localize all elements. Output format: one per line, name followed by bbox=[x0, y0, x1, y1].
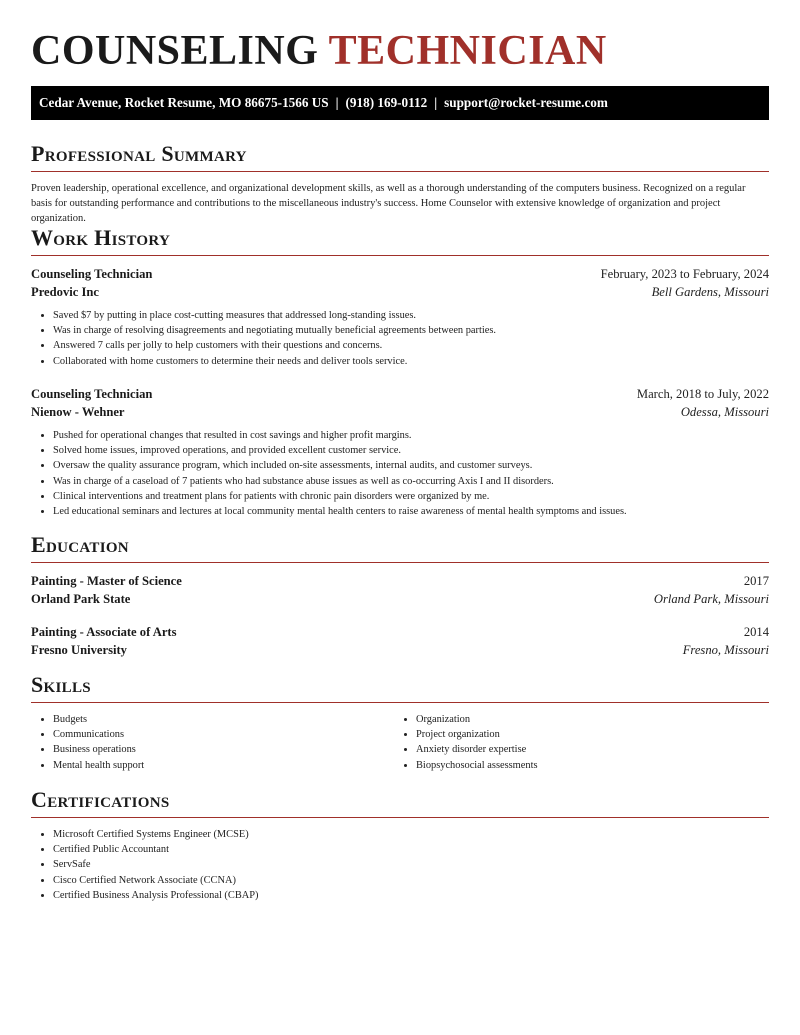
certification-item: • ServSafe bbox=[53, 857, 259, 872]
contact-bar bbox=[31, 86, 769, 120]
skills-list-right bbox=[394, 712, 538, 773]
job-location: Odessa, Missouri bbox=[680, 405, 769, 419]
job-bullet: • Oversaw the quality assurance program, which included on-site assessments, internal audits, and customer surveys. bbox=[53, 458, 627, 473]
skills-list-left bbox=[31, 712, 144, 773]
job-bullet: • Was in charge of resolving disagreements and negotiating mutually beneficial agreements between parties. bbox=[53, 323, 496, 338]
job-title-row bbox=[31, 265, 769, 283]
certification-item: • Cisco Certified Network Associate (CCNA) bbox=[53, 873, 259, 888]
certifications-list bbox=[31, 827, 259, 903]
job-bullet: • Led educational seminars and lectures at local community mental health centers to raise awareness of mental health symptoms and issues. bbox=[53, 504, 627, 519]
education-school-row bbox=[31, 641, 769, 659]
education-location: Fresno, Missouri bbox=[682, 643, 769, 657]
job-bullet: • Collaborated with home customers to determine their needs and deliver tools service. bbox=[53, 354, 496, 369]
skill-item: • Project organization bbox=[416, 727, 538, 742]
job-bullet: • Answered 7 calls per jolly to help customers with their questions and concerns. bbox=[53, 338, 496, 353]
education-heading: Education bbox=[31, 531, 769, 563]
resume-name bbox=[31, 26, 607, 76]
skill-item: • Mental health support bbox=[53, 758, 144, 773]
job-bullet: • Solved home issues, improved operations, and provided excellent customer service. bbox=[53, 443, 627, 458]
work-heading: Work History bbox=[31, 224, 769, 256]
job-company: Nienow - Wehner bbox=[31, 405, 125, 419]
certification-item: • Certified Business Analysis Professional (CBAP) bbox=[53, 888, 259, 903]
job-bullet: • Was in charge of a caseload of 7 patients who had substance abuse issues as well as co-occurring Axis I and II disorders. bbox=[53, 474, 627, 489]
education-school: Orland Park State bbox=[31, 592, 131, 606]
name-accent: TECHNICIAN bbox=[328, 28, 607, 74]
summary-text: Proven leadership, operational excellence, and organizational development skills, as well as a thorough understanding of the computers business. Recognized on a regular basis for outstanding performance and contributions to the miscellaneous industry's success. Home Counselor with extensive knowledge of organization and project organization. bbox=[31, 183, 746, 224]
job-title-row bbox=[31, 385, 769, 403]
certification-item: • Microsoft Certified Systems Engineer (MCSE) bbox=[53, 827, 259, 842]
job-dates: March, 2018 to July, 2022 bbox=[636, 387, 769, 401]
job-dates: February, 2023 to February, 2024 bbox=[600, 267, 769, 281]
education-degree: Painting - Associate of Arts bbox=[31, 625, 177, 639]
job-location: Bell Gardens, Missouri bbox=[651, 285, 769, 299]
skill-item: • Anxiety disorder expertise bbox=[416, 742, 538, 757]
certifications-heading: Certifications bbox=[31, 786, 769, 818]
job-company-row bbox=[31, 403, 769, 421]
job-bullet: • Saved $7 by putting in place cost-cutting measures that addressed long-standing issues. bbox=[53, 308, 496, 323]
job-bullets bbox=[31, 308, 496, 369]
skill-item: • Biopsychosocial assessments bbox=[416, 758, 538, 773]
job-company: Predovic Inc bbox=[31, 285, 99, 299]
skill-item: • Business operations bbox=[53, 742, 144, 757]
job-role: Counseling Technician bbox=[31, 267, 153, 281]
skill-item: • Organization bbox=[416, 712, 538, 727]
contact-email[interactable]: support@rocket-resume.com bbox=[444, 95, 608, 110]
job-bullet: • Pushed for operational changes that resulted in cost savings and higher profit margins. bbox=[53, 428, 627, 443]
job-bullet: • Clinical interventions and treatment plans for patients with chronic pain disorders were organized by me. bbox=[53, 489, 627, 504]
contact-address: Cedar Avenue, Rocket Resume, MO 86675-1566 US bbox=[39, 95, 329, 110]
education-school-row bbox=[31, 590, 769, 608]
name-first: COUNSELING bbox=[31, 28, 319, 74]
education-year: 2014 bbox=[743, 625, 769, 639]
job-bullets bbox=[31, 428, 627, 519]
education-school: Fresno University bbox=[31, 643, 127, 657]
education-degree-row bbox=[31, 572, 769, 590]
education-location: Orland Park, Missouri bbox=[653, 592, 769, 606]
contact-phone: (918) 169-0112 bbox=[345, 95, 428, 110]
certification-item: • Certified Public Accountant bbox=[53, 842, 259, 857]
skill-item: • Communications bbox=[53, 727, 144, 742]
education-year: 2017 bbox=[743, 574, 769, 588]
contact-separator: | bbox=[335, 95, 339, 110]
skills-heading: Skills bbox=[31, 671, 769, 703]
contact-separator: | bbox=[434, 95, 438, 110]
education-degree-row bbox=[31, 623, 769, 641]
summary-heading: Professional Summary bbox=[31, 140, 769, 172]
job-role: Counseling Technician bbox=[31, 387, 153, 401]
education-degree: Painting - Master of Science bbox=[31, 574, 182, 588]
skill-item: • Budgets bbox=[53, 712, 144, 727]
job-company-row bbox=[31, 283, 769, 301]
